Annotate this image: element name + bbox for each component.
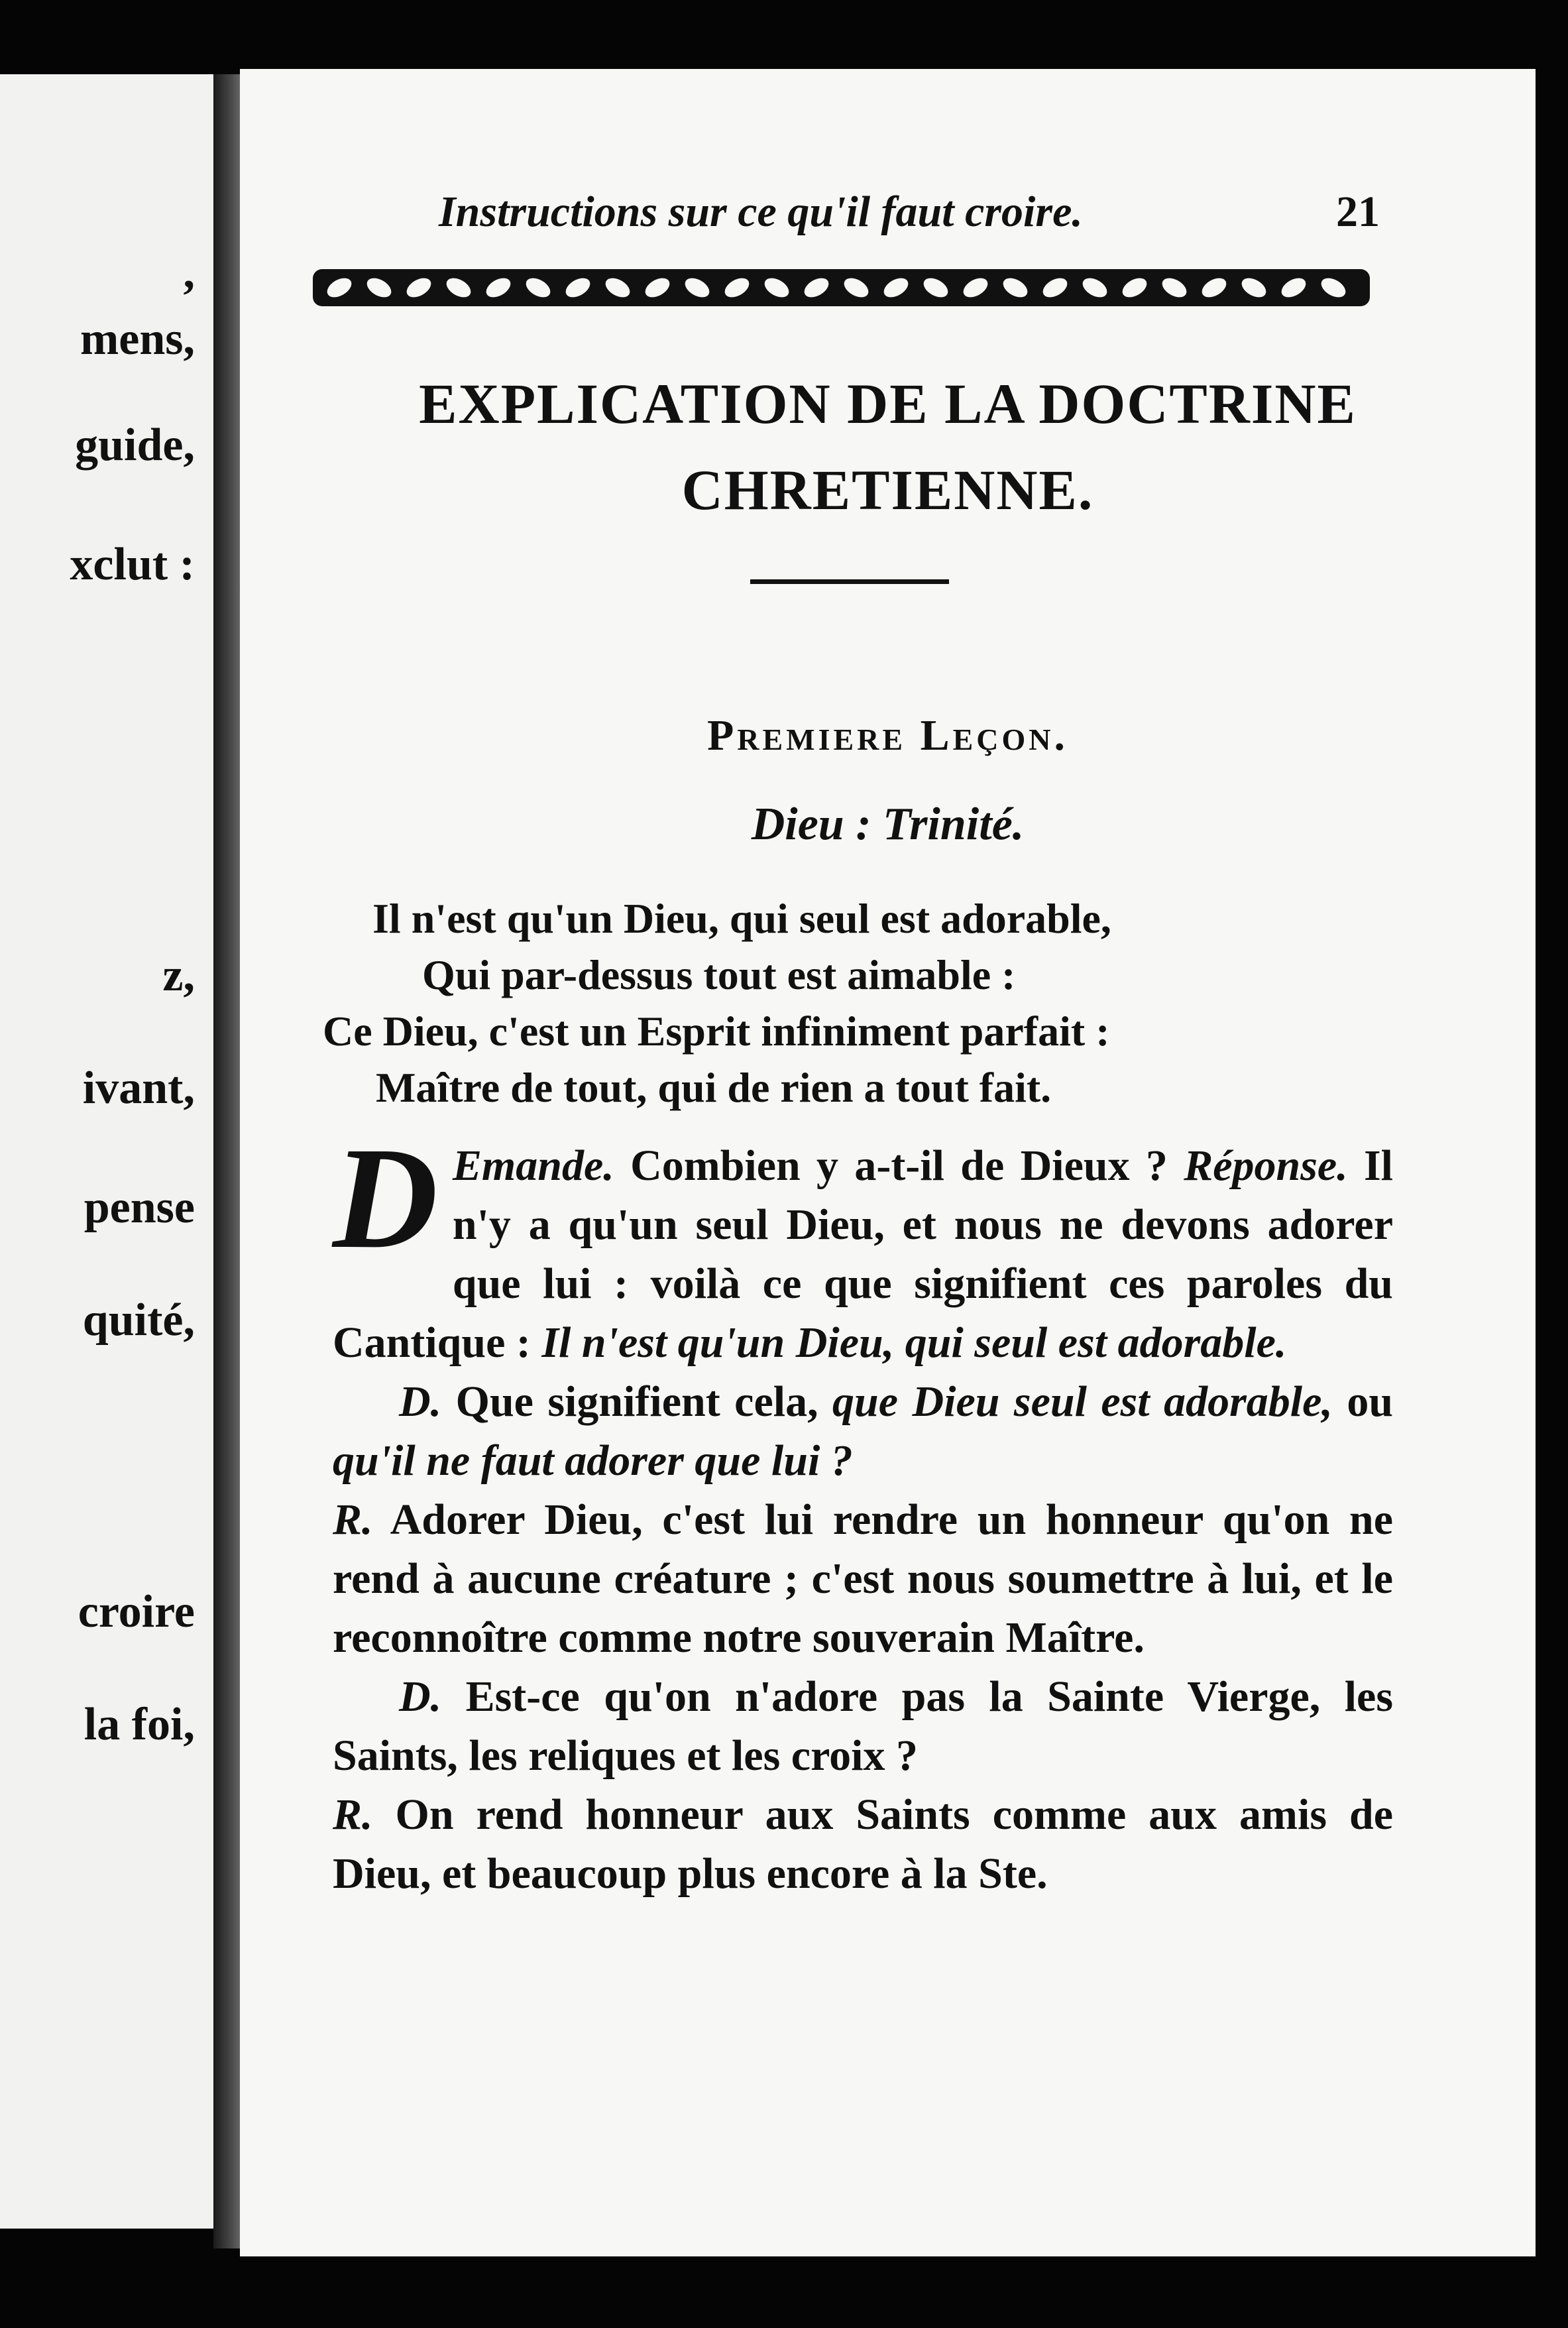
- left-fragment: ,: [183, 247, 195, 298]
- title-rule: [750, 579, 949, 584]
- left-fragment: pense: [84, 1182, 195, 1233]
- verse-line: Ce Dieu, c'est un Esprit infiniment parfait :: [323, 1008, 1110, 1055]
- question-or: ou: [1347, 1377, 1394, 1426]
- main-title-line1: EXPLICATION DE LA DOCTRINE: [419, 372, 1357, 436]
- answer-label: R.: [333, 1495, 373, 1544]
- question-text: Combien y a-t-il de Dieux ?: [630, 1141, 1168, 1190]
- left-fragment: ivant,: [82, 1063, 195, 1114]
- question-answer-2: [333, 1372, 1393, 1667]
- book-page: [240, 69, 1536, 2256]
- left-fragment: la foi,: [84, 1699, 195, 1750]
- running-header: [439, 187, 1380, 260]
- catechism-text: [333, 1117, 1394, 1903]
- previous-page: [0, 74, 213, 2229]
- answer-text: On rend honneur aux Saints comme aux amis de Dieu, et beaucoup plus encore à la Ste.: [333, 1790, 1394, 1898]
- answer-text: Il n'y a qu'un seul Dieu, et nous ne devons adorer que lui : voilà ce que signifient ces paroles du Cantique :: [333, 1141, 1394, 1367]
- running-title: Instructions sur ce qu'il faut croire.: [439, 188, 1083, 236]
- left-fragment: mens,: [80, 314, 195, 365]
- verse-line: Qui par-dessus tout est aimable :: [422, 951, 1016, 998]
- question-label: Emande.: [452, 1141, 614, 1190]
- page-number: 21: [1336, 188, 1380, 236]
- answer-label: Réponse.: [1184, 1141, 1348, 1190]
- main-title-line2: CHRETIENNE.: [681, 458, 1094, 522]
- ornament-graphic: [313, 261, 1370, 314]
- question-text: Que signifient cela,: [455, 1377, 818, 1426]
- lesson-heading: Premiere Leçon.: [706, 711, 1069, 760]
- answer-label: R.: [333, 1790, 373, 1839]
- main-title: [240, 361, 1536, 533]
- question-label: D.: [399, 1672, 442, 1721]
- lesson-subject: Dieu : Trinité.: [751, 799, 1025, 850]
- verse-line: Il n'est qu'un Dieu, qui seul est adorable,: [372, 895, 1111, 942]
- ornamental-border: [313, 261, 1370, 314]
- question-label: D.: [399, 1377, 442, 1426]
- question-answer-1: [333, 1117, 1394, 1372]
- question-text: Est-ce qu'on n'adore pas la Sainte Vierge, les Saints, les reliques et les croix ?: [333, 1672, 1394, 1780]
- question-italic: que Dieu seul est adorable,: [832, 1377, 1333, 1426]
- answer-quote: Il n'est qu'un Dieu, qui seul est adorable.: [541, 1318, 1287, 1367]
- left-fragment: z,: [162, 950, 195, 1001]
- question-answer-3: [333, 1667, 1393, 1903]
- left-fragment: xclut :: [70, 539, 195, 590]
- left-fragment: croire: [78, 1586, 195, 1637]
- left-fragment: guide,: [75, 420, 195, 471]
- left-fragment: quité,: [82, 1295, 195, 1346]
- verse-line: Maître de tout, qui de rien a tout fait.: [376, 1064, 1052, 1111]
- question-italic: qu'il ne faut adorer que lui ?: [333, 1436, 853, 1485]
- answer-text: Adorer Dieu, c'est lui rendre un honneur qu'on ne rend à aucune créature ; c'est nous soumettre à lui, et le reconnoître comme notre souverain Maître.: [333, 1495, 1394, 1662]
- drop-cap: D: [333, 1117, 438, 1279]
